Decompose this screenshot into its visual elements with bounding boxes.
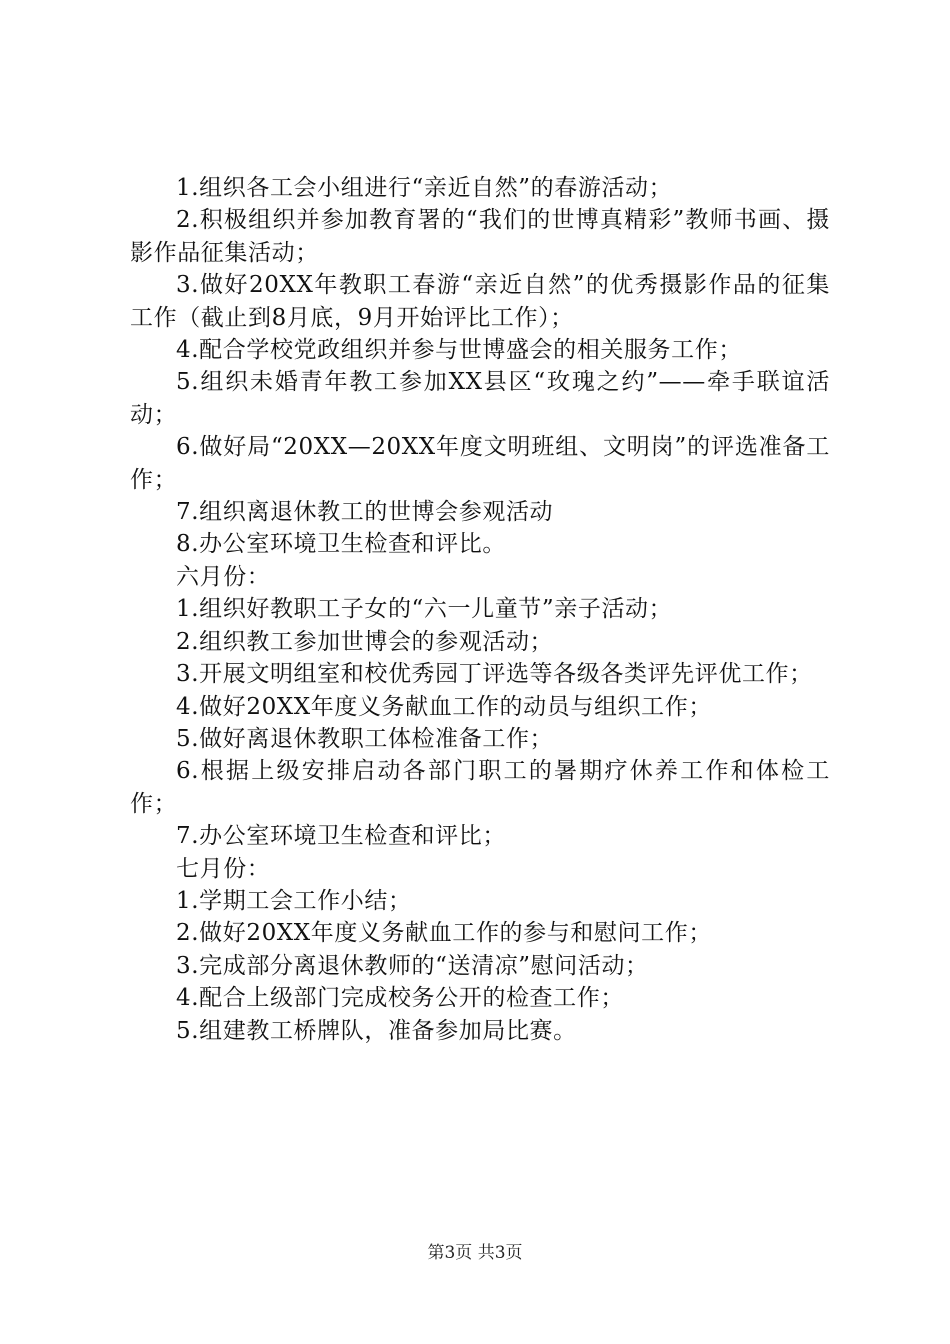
paragraph: 2.做好20XX年度义务献血工作的参与和慰问工作； bbox=[176, 920, 712, 947]
paragraph: 4.配合上级部门完成校务公开的检查工作； bbox=[176, 985, 624, 1012]
paragraph: 6.根据上级安排启动各部门职工的暑期疗休养工作和体检工作； bbox=[130, 758, 830, 817]
paragraph: 5.组建教工桥牌队，准备参加局比赛。 bbox=[176, 1017, 577, 1044]
page-number-footer: 第3页 共3页 bbox=[427, 1243, 523, 1263]
paragraph: 7.组织离退休教工的世博会参观活动 bbox=[176, 499, 554, 526]
paragraph: 2.积极组织并参加教育署的“我们的世博真精彩”教师书画、摄影作品征集活动； bbox=[130, 207, 830, 266]
document-body bbox=[130, 172, 830, 1047]
paragraph: 1.学期工会工作小结； bbox=[176, 887, 412, 914]
paragraph: 7.办公室环境卫生检查和评比； bbox=[176, 823, 506, 850]
section-heading-june: 六月份： bbox=[176, 563, 271, 590]
paragraph: 3.开展文明组室和校优秀园丁评选等各级各类评先评优工作； bbox=[176, 661, 813, 688]
paragraph: 5.组织未婚青年教工参加XX县区“玫瑰之约”——牵手联谊活动； bbox=[130, 369, 830, 428]
paragraph: 8.办公室环境卫生检查和评比。 bbox=[176, 531, 506, 558]
paragraph: 4.配合学校党政组织并参与世博盛会的相关服务工作； bbox=[176, 337, 742, 364]
paragraph: 2.组织教工参加世博会的参观活动； bbox=[176, 628, 554, 655]
paragraph: 3.完成部分离退休教师的“送清凉”慰问活动； bbox=[176, 952, 649, 979]
paragraph: 1.组织好教职工子女的“六一儿童节”亲子活动； bbox=[176, 596, 673, 623]
section-heading-july: 七月份： bbox=[176, 855, 271, 882]
paragraph: 4.做好20XX年度义务献血工作的动员与组织工作； bbox=[176, 693, 712, 720]
paragraph: 1.组织各工会小组进行“亲近自然”的春游活动； bbox=[176, 175, 673, 201]
paragraph: 5.做好离退休教职工体检准备工作； bbox=[176, 725, 554, 752]
paragraph: 6.做好局“20XX—20XX年度文明班组、文明岗”的评选准备工作； bbox=[130, 434, 830, 493]
paragraph: 3.做好20XX年教职工春游“亲近自然”的优秀摄影作品的征集工作（截止到8月底，9月开始评比工作）； bbox=[130, 272, 830, 331]
